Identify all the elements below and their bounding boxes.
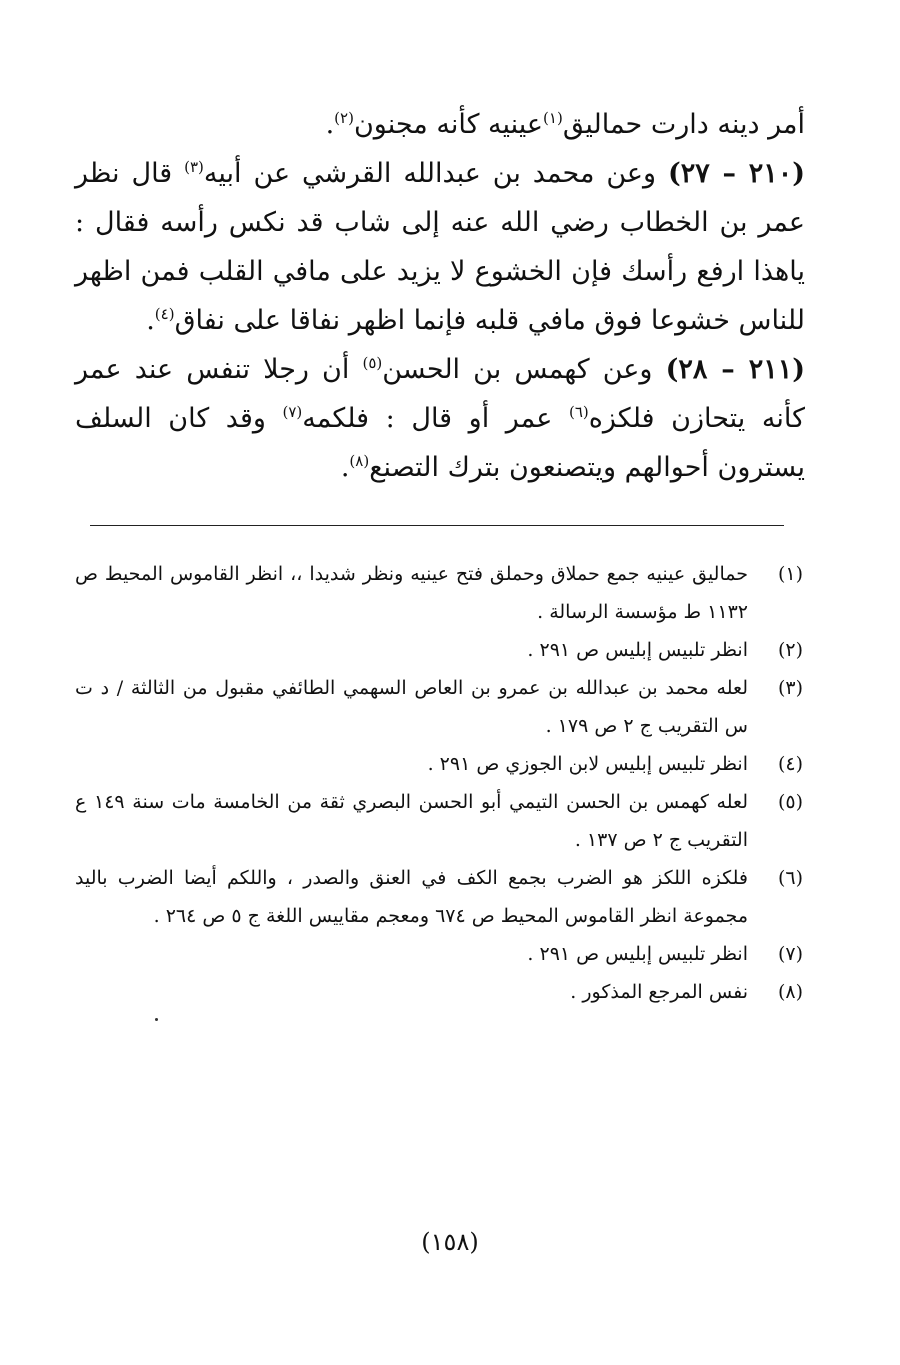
footnote	[75, 783, 803, 859]
footnote-ref-8[interactable]: (٨)	[349, 452, 370, 470]
footnote-text: انظر تلبيس إبليس ص ٢٩١ .	[527, 943, 748, 965]
footnote-text: انظر تلبيس إبليس لابن الجوزي ص ٢٩١ .	[427, 753, 748, 775]
footnotes	[75, 555, 803, 1011]
footnote-ref-3[interactable]: (٣)	[184, 158, 204, 176]
text-run: وعن كهمس بن الحسن	[382, 354, 666, 385]
text-run: وعن محمد بن عبدالله القرشي عن أبيه	[203, 158, 668, 189]
text-run: وقد كان السلف يسترون أحوالهم ويتصنعون بترك التصنع	[75, 403, 805, 483]
footnote-text: لعله محمد بن عبدالله بن عمرو بن العاص السهمي الطائفي مقبول من الثالثة / د ت س التقريب ج ٢ ص ١٧٩ .	[75, 677, 748, 737]
footnote	[75, 555, 803, 631]
footnote-marker: (٥)	[777, 791, 803, 813]
footnote	[75, 631, 803, 669]
footnote	[75, 859, 803, 935]
footnote-ref-7[interactable]: (٧)	[282, 403, 303, 421]
footnote-text: نفس المرجع المذكور .	[570, 981, 748, 1003]
footnote-text: فلكزه اللكز هو الضرب بجمع الكف في العنق والصدر ، واللكم أيضا الضرب باليد مجموعة انظر القاموس المحيط ص ٦٧٤ ومعجم مقاييس اللغة ج ٥ ص ٢٦٤ .	[75, 867, 748, 927]
paragraph-1	[75, 100, 805, 149]
footnote	[75, 973, 803, 1011]
footnote-marker: (١)	[777, 563, 803, 585]
text-run: .	[146, 305, 155, 336]
footnote-ref-2[interactable]: (٢)	[334, 109, 354, 127]
footnote	[75, 745, 803, 783]
footnote-text: لعله كهمس بن الحسن التيمي أبو الحسن البصري ثقة من الخامسة مات سنة ١٤٩ ع التقريب ج ٢ ص ١٣٧ .	[75, 791, 748, 851]
entry-number: (٢١١ – ٢٨)	[665, 354, 805, 385]
entry-number: (٢١٠ – ٢٧)	[667, 158, 805, 189]
footnote-text: حماليق عينيه جمع حملاق وحملق فتح عينيه ونظر شديدا ،، انظر القاموس المحيط ص ١١٣٢ ط مؤسسة الرسالة .	[75, 563, 748, 623]
footnote-marker: (٤)	[777, 753, 803, 775]
footnote-marker: (٣)	[777, 677, 803, 699]
footnote-separator	[90, 525, 784, 526]
text-run: .	[340, 452, 350, 483]
footnote-marker: (٦)	[777, 867, 803, 889]
footnote-ref-4[interactable]: (٤)	[154, 305, 175, 323]
paragraph-2	[75, 149, 805, 345]
footnote-text: انظر تلبيس إبليس ص ٢٩١ .	[527, 639, 748, 661]
footnote	[75, 935, 803, 973]
footnote-marker: (٧)	[777, 943, 803, 965]
footnote-ref-6[interactable]: (٦)	[568, 403, 589, 421]
text-run: .	[325, 109, 335, 140]
ink-dot	[155, 1018, 158, 1021]
footnote	[75, 669, 803, 745]
footnote-ref-1[interactable]: (١)	[543, 109, 563, 127]
text-run: قال نظر عمر بن الخطاب رضي الله عنه إلى شاب قد نكس رأسه فقال : ياهذا ارفع رأسك فإن الخشوع لا يزيد على مافي القلب فمن اظهر للناس خشوعا فوق مافي قلبه فإنما اظهر نفاقا على نفاق	[75, 158, 805, 336]
text-run: أن رجلا تنفس عند عمر كأنه يتحازن فلكزه	[75, 354, 805, 434]
footnote-marker: (٨)	[777, 981, 803, 1003]
text-run: أمر دينه دارت حماليق	[562, 109, 805, 140]
footnote-marker: (٢)	[777, 639, 803, 661]
paragraph-3	[75, 345, 805, 492]
text-run: عمر أو قال : فلكمه	[302, 403, 569, 434]
main-text	[75, 100, 805, 492]
text-run: عينيه كأنه مجنون	[353, 109, 544, 140]
page-number: (١٥٨)	[421, 1228, 479, 1256]
footnote-ref-5[interactable]: (٥)	[362, 354, 383, 372]
